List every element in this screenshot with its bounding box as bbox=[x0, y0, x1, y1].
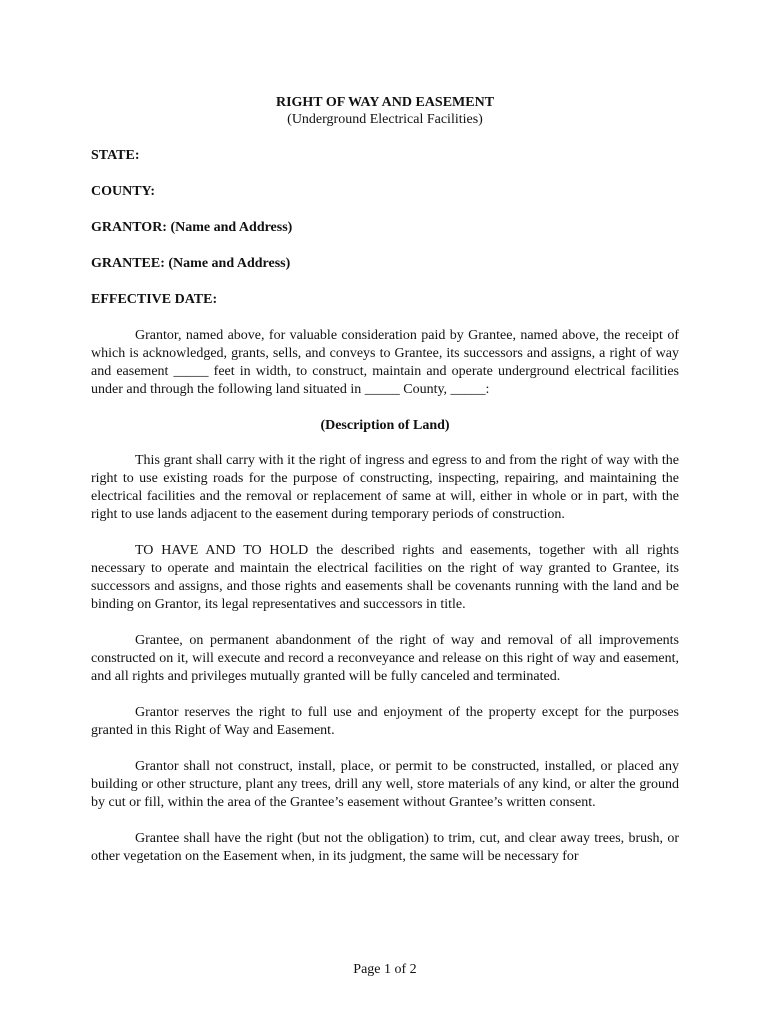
abandonment-paragraph: Grantee, on permanent abandonment of the right of way and removal of all improvements constructed on it, will execute and record a reconveyance and release on this right of way and easement, and all rights and privileges mutually granted will be fully canceled and terminated. bbox=[91, 633, 679, 684]
grant-paragraph: Grantor, named above, for valuable consideration paid by Grantee, named above, the receipt of which is acknowledged, grants, sells, and conveys to Grantee, its successors and assigns, a right of way and easement _____ feet in width, to construct, maintain and operate underground electrical facilities under and through the following land situated in _____ County, _____: bbox=[91, 328, 679, 397]
field-effective-date: EFFECTIVE DATE: bbox=[91, 292, 218, 307]
document-subtitle: (Underground Electrical Facilities) bbox=[287, 112, 483, 127]
field-grantor: GRANTOR: (Name and Address) bbox=[91, 220, 293, 235]
field-grantee: GRANTEE: (Name and Address) bbox=[91, 256, 291, 271]
reservation-paragraph: Grantor reserves the right to full use and enjoyment of the property except for the purposes granted in this Right of Way and Easement. bbox=[91, 705, 679, 738]
document-page bbox=[91, 94, 679, 884]
vegetation-paragraph: Grantee shall have the right (but not the obligation) to trim, cut, and clear away trees, brush, or other vegetation on the Easement when, in its judgment, the same will be necessary for bbox=[91, 831, 679, 864]
ingress-egress-paragraph: This grant shall carry with it the right of ingress and egress to and from the right of way with the right to use existing roads for the purpose of constructing, inspecting, repairing, and maintaining the electrical facilities and the removal or replacement of same at will, either in whole or in part, with the right to use lands adjacent to the easement during temporary periods of construction. bbox=[91, 453, 679, 522]
field-state: STATE: bbox=[91, 148, 140, 163]
page-number-footer: Page 1 of 2 bbox=[353, 962, 417, 977]
land-description-heading: (Description of Land) bbox=[320, 418, 450, 433]
document-title: RIGHT OF WAY AND EASEMENT bbox=[275, 95, 495, 110]
field-county: COUNTY: bbox=[91, 184, 156, 199]
restrictions-paragraph: Grantor shall not construct, install, place, or permit to be constructed, installed, or placed any building or other structure, plant any trees, drill any well, store materials of any kind, or alter the ground by cut or fill, within the area of the Grantee’s easement without Grantee’s written consent. bbox=[91, 759, 679, 810]
habendum-paragraph: TO HAVE AND TO HOLD the described rights and easements, together with all rights necessary to operate and maintain the electrical facilities on the right of way granted to Grantee, its successors and assigns, and those rights and easements shall be covenants running with the land and be binding on Grantor, its legal representatives and successors in title. bbox=[91, 543, 679, 612]
